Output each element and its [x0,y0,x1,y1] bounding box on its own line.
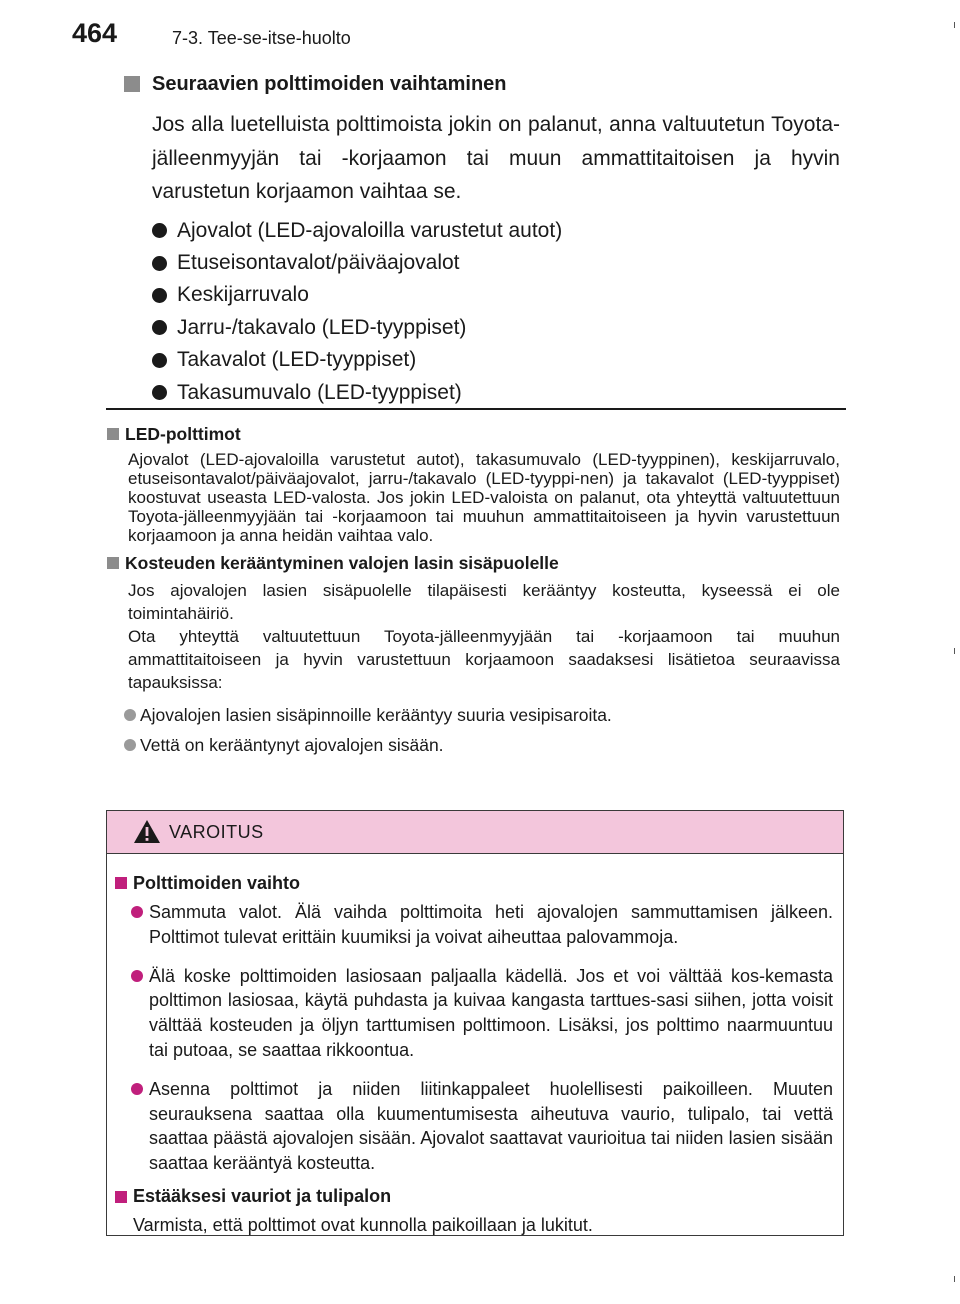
list-item-text: Jarru-/takavalo (LED-tyyppiset) [177,315,467,339]
warning-heading-fire [115,1182,833,1212]
warning-triangle-icon [133,819,161,845]
warning-text: Varmista, että polttimot ovat kunnolla paikoillaan ja lukitut. [133,1214,593,1235]
note-heading-text: Kosteuden kerääntyminen valojen lasin sisäpuolelle [125,552,559,573]
warning-label: VAROITUS [169,821,264,842]
list-item [152,376,840,408]
square-bullet-icon [124,76,140,92]
circle-bullet-icon [152,353,167,368]
warning-item-text: Sammuta valot. Älä vaihda polttimoita heti ajovalojen sammuttamisen jälkeen. Polttimot tulevat erittäin kuumiksi ja voivat aiheuttaa palovammoja. [149,902,833,947]
warning-item [131,1077,833,1176]
warning-item-text: Älä koske polttimoiden lasiosaan paljaalla kädellä. Jos et voi välttää kos-kemasta polttimon lasiosaa, käytä puhdasta ja kuivaa kangasta tarttues-sasi siihen, jotta voisit välttää kosteuden ja öljyn tarttumisen polttimoon. Lisäksi, jos polttimo naarmuuntuu tai putoaa, se saattaa rikkoontua. [149,965,833,1060]
circle-bullet-icon [152,320,167,335]
divider [106,408,846,410]
warning-item [131,900,833,950]
note-heading-text: LED-polttimot [125,423,241,444]
warning-item [131,964,833,1063]
circle-bullet-icon [124,739,136,751]
note-text: Ajovalot (LED-ajovaloilla varustetut autot), takasumuvalo (LED-tyyppinen), keskijarruvalo, etuseisontavalot/päiväajovalot, jarru-/takavalo (LED-tyyppi-nen) ja takavalot (LED-tyyppiset) koostuvat useasta LED-valosta. Jos jokin LED-valoista on palanut, ota yhteyttä valtuutettuun Toyota-jälleenmyyjään tai -korjaamoon tai muuhun ammattitaitoiseen ja hyvin varustettuun korjaamoon ja anna heidän vaihtaa valo. [128,450,840,545]
warning-item-text: Asenna polttimot ja niiden liitinkappaleet huolellisesti paikoilleen. Muuten seurauksena saattaa olla kuumentumisesta aiheutuva vaurio, tulipalo, tai vettä saattaa päästä ajovalojen sisään. Ajovalot saattavat vaurioitua tai niiden lasien sisään saattaa kerääntyä kosteutta. [149,1078,833,1174]
note-text: Jos ajovalojen lasien sisäpuolelle tilapäisesti kerääntyy kosteutta, kyseessä ei ole toimintahäiriö. [128,581,840,623]
list-item-text: Ajovalot (LED-ajovaloilla varustetut autot) [177,218,563,242]
main-heading [120,68,840,100]
section-title: 7-3. Tee-se-itse-huolto [172,28,351,48]
circle-bullet-icon [152,223,167,238]
warning-content [107,854,843,1238]
warning-heading-replacement [115,868,833,898]
main-section [120,68,840,409]
list-item-text: Takavalot (LED-tyyppiset) [177,348,417,372]
square-bullet-icon [115,1191,127,1203]
circle-bullet-icon [124,709,136,721]
list-item-text: Ajovalojen lasien sisäpinnoille kerääntyy suuria vesipisaroita. [140,704,612,725]
list-item [152,344,840,376]
circle-bullet-icon [152,256,167,271]
edge-mark [954,648,955,654]
square-bullet-icon [107,557,119,569]
circle-bullet-icon [152,288,167,303]
circle-bullet-icon [131,1083,143,1095]
square-bullet-icon [115,877,127,889]
warning-heading-text: Estääksesi vauriot ja tulipalon [133,1186,392,1207]
edge-mark [954,22,955,28]
page-number: 464 [72,18,118,48]
main-paragraph: Jos alla luetelluista polttimoista jokin on palanut, anna valtuutetun Toyota-jälleenmyyjän tai -korjaamon tai muun ammattitaitoisen ja hyvin varustetun korjaamon vaihtaa se. [152,113,840,203]
circle-bullet-icon [131,970,143,982]
list-item-text: Keskijarruvalo [177,283,309,307]
list-item [124,730,840,760]
list-item [152,215,840,247]
list-item [152,247,840,279]
circle-bullet-icon [131,906,143,918]
moisture-list [124,700,840,760]
bulb-list [152,215,840,409]
list-item-text: Vettä on kerääntynyt ajovalojen sisään. [140,734,444,755]
note-text: Ota yhteyttä valtuutettuun Toyota-jälleenmyyjään tai -korjaamoon tai muuhun ammattitaitoiseen ja hyvin varustettuun korjaamoon saadaksesi lisätietoa seuraavissa tapauksissa: [128,627,840,692]
list-item [152,279,840,311]
note-heading-moisture [106,551,840,575]
main-heading-text: Seuraavien polttimoiden vaihtaminen [152,72,507,95]
warning-box [106,810,844,1236]
list-item [124,700,840,730]
notes-section [106,418,840,760]
list-item-text: Takasumuvalo (LED-tyyppiset) [177,380,462,404]
warning-heading-text: Polttimoiden vaihto [133,872,301,893]
edge-mark [954,1276,955,1282]
list-item [152,312,840,344]
list-item-text: Etuseisontavalot/päiväajovalot [177,251,460,275]
circle-bullet-icon [152,385,167,400]
warning-header [107,811,843,854]
note-heading-led [106,422,840,446]
square-bullet-icon [107,428,119,440]
